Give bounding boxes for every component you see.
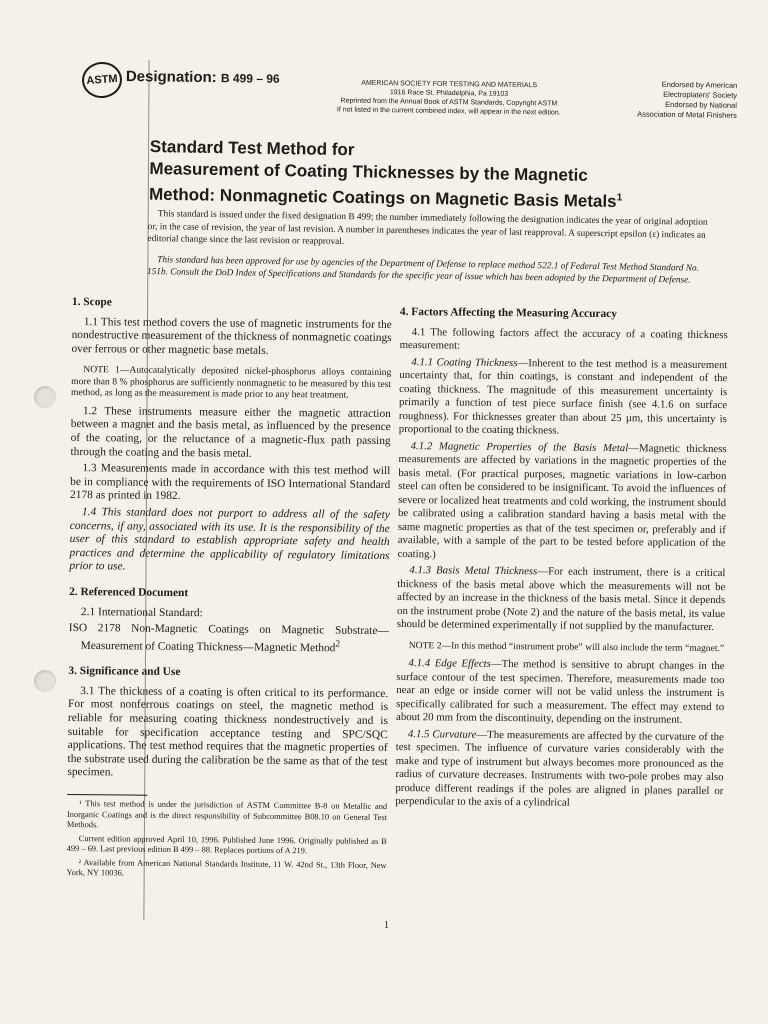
society-name: AMERICAN SOCIETY FOR TESTING AND MATERIALS bbox=[361, 79, 538, 90]
society-address: 1916 Race St. Philadelphia, Pa 19103 bbox=[389, 89, 509, 98]
paragraph: 1.2 These instruments measure either the magnetic attraction between a magnet and the basis metal, as influenced by the presence of the coating, or the reluctance of a magnetic-flux path passing through the coating and the basis metal. bbox=[70, 404, 391, 460]
title-line: Method: Nonmagnetic Coatings on Magnetic Basis Metals$^1$ bbox=[148, 184, 623, 211]
paragraph: 4.1.3 Basis Metal Thickness—For each instrument, there is a critical thickness of the basis metal above which the measurements will not be affected by an increase in the thickness of the basis metal. Since it depends on the instrument probe (Note 2) and the nature of the basis metal, its value should be determined experimentally if not supplied by the manufacturer. bbox=[396, 564, 726, 634]
note: NOTE 2—In this method “instrument probe” will also include the term “magnet.” bbox=[408, 639, 725, 654]
section-heading: 3. Significance and Use bbox=[68, 665, 181, 679]
paragraph: 4.1.5 Curvature—The measurements are affected by the curvature of the test specimen. The influence of curvature varies considerably with the make and type of instrument but always becomes more pronounced as the radius of curvature decreases. Instruments with two-pole probes may also produce different readings if the poles are aligned in planes parallel or perpendicular to the axis of a cylindrical bbox=[395, 727, 724, 809]
preamble-paragraph: This standard is issued under the fixed designation B 499; the number immediately following the designation indicates the year of original adoption or, in the case of revision, the year of last revision. A number in parentheses indicates the year of last reapproval. A superscript epsilon (ε) indicates an editorial change since the last revision or reapproval. bbox=[147, 209, 708, 248]
endorsement-line: Association of Metal Finishers bbox=[637, 109, 737, 120]
endorsement-line: Endorsed by National bbox=[665, 99, 737, 110]
section-heading: 4. Factors Affecting the Measuring Accuracy bbox=[399, 306, 617, 321]
astm-logo: ASTM bbox=[81, 61, 123, 100]
footnote: ² Available from American National Standards Institute, 11 W. 42nd St., 13th Floor, New York, NY 10036. bbox=[66, 857, 387, 879]
paragraph: 2.1 International Standard: bbox=[80, 605, 203, 619]
document-title bbox=[149, 136, 670, 214]
designation-value: B 499 – 96 bbox=[220, 71, 280, 86]
preamble-paragraph: This standard has been approved for use by agencies of the Department of Defense to replace method 522.1 of Federal Test Method Standard No. 151b. Consult the DoD Index of Specifications and Standards for the specific year of issue which has been adopted by the Department of Defense. bbox=[146, 254, 700, 286]
page-number: 1 bbox=[384, 920, 389, 931]
paragraph: 4.1.1 Coating Thickness—Inherent to the test method is a measurement uncertainty that, for thin coatings, is constant and independent of the coating thickness. The magnitude of this measurement uncertainty is primarily a function of test piece surface finish (see 4.1.6 on surface roughness). For thicknesses greater than about 25 µm, this uncertainty is proportional to the coating thickness. bbox=[398, 355, 728, 437]
reprint-notice: Reprinted from the Annual Book of ASTM Standards, Copyright ASTM bbox=[340, 97, 558, 108]
designation bbox=[126, 68, 280, 87]
publisher-block bbox=[324, 78, 574, 117]
section-heading: 1. Scope bbox=[71, 296, 112, 309]
title-line: Standard Test Method for bbox=[149, 136, 355, 160]
endorsement-block bbox=[612, 79, 738, 121]
punch-hole bbox=[34, 670, 56, 692]
paragraph: 4.1.4 Edge Effects—The method is sensitive to abrupt changes in the surface contour of the test specimen. Therefore, measurements made too near an edge or inside corner will not be valid unless the instrument is specifically calibrated for such a measurement. The effect may extend to about 20 mm from the discontinuity, depending on the instrument. bbox=[395, 657, 725, 726]
index-notice: If not listed in the current combined index, will appear in the next edition. bbox=[336, 106, 561, 117]
right-column bbox=[395, 306, 728, 815]
section-heading: 2. Referenced Document bbox=[69, 585, 189, 600]
endorsement-line: Endorsed by American bbox=[661, 79, 738, 90]
reference-entry: ISO 2178 Non-Magnetic Coatings on Magnetic Substrate—Measurement of Coating Thickness—Magnetic Method$^2$ bbox=[68, 622, 389, 655]
standard-preamble bbox=[147, 208, 708, 295]
paragraph: 1.3 Measurements made in accordance with this test method will be in compliance with the requirements of ISO International Standard 2178 as printed in 1982. bbox=[70, 462, 391, 503]
paragraph: 4.1.2 Magnetic Properties of the Basis Metal—Magnetic thickness measurements are affected by variations in the magnetic properties of the basis metal. (For practical purposes, magnetic variations in low-carbon steel can often be considered to be insignificant. To avoid the influences of severe or localized heat treatments and cold working, the instrument should be calibrated using a calibration standard having a basis metal with the same magnetic properties as that of the test specimen or, preferably and if available, with a sample of the part to be tested before application of the coating.) bbox=[397, 439, 727, 560]
footnote: ¹ This test method is under the jurisdiction of ASTM Committee B-8 on Metallic and Inorganic Coatings and is the direct responsibility of Subcommittee B08.10 on General Test Methods. bbox=[66, 799, 388, 830]
endorsement-line: Electroplaters' Society bbox=[663, 89, 738, 100]
note: NOTE 1—Autocatalytically deposited nickel-phosphorus alloys containing more than 8 % phosphorus are sufficiently nonmagnetic to be measured by this test method, as long as the measurement is made prior to any heat treatment. bbox=[71, 364, 392, 402]
paragraph: 3.1 The thickness of a coating is often critical to its performance. For most nonferrous coatings on steel, the magnetic method is reliable for measuring coating thickness nondestructively and is suitable for specification acceptance testing and SPC/SQC applications. The test method requires that the magnetic properties of the substrate used during the calibration be the same as that of the test specimen. bbox=[67, 684, 389, 779]
punch-hole bbox=[34, 386, 56, 408]
paragraph: 4.1 The following factors affect the accuracy of a coating thickness measurement: bbox=[399, 325, 728, 352]
left-column bbox=[66, 296, 392, 885]
footnote: Current edition approved April 10, 1996. Published June 1996. Originally published as B 499 – 69. Last previous edition B 499 – 88. Replaces portions of A 219. bbox=[66, 833, 387, 856]
title-line: Measurement of Coating Thicknesses by the Magnetic bbox=[149, 158, 588, 185]
designation-label: Designation: bbox=[125, 68, 217, 87]
paragraph: 1.1 This test method covers the use of magnetic instruments for the nondestructive measurement of the thickness of nonmagnetic coatings over ferrous or other magnetic base metals. bbox=[71, 315, 392, 357]
footnote-rule bbox=[67, 794, 147, 796]
paragraph: 1.4 This standard does not purport to address all of the safety concerns, if any, associated with its use. It is the responsibility of the user of this standard to establish appropriate safety and health practices and determine the applicability of regulatory limitations prior to use. bbox=[69, 506, 390, 573]
